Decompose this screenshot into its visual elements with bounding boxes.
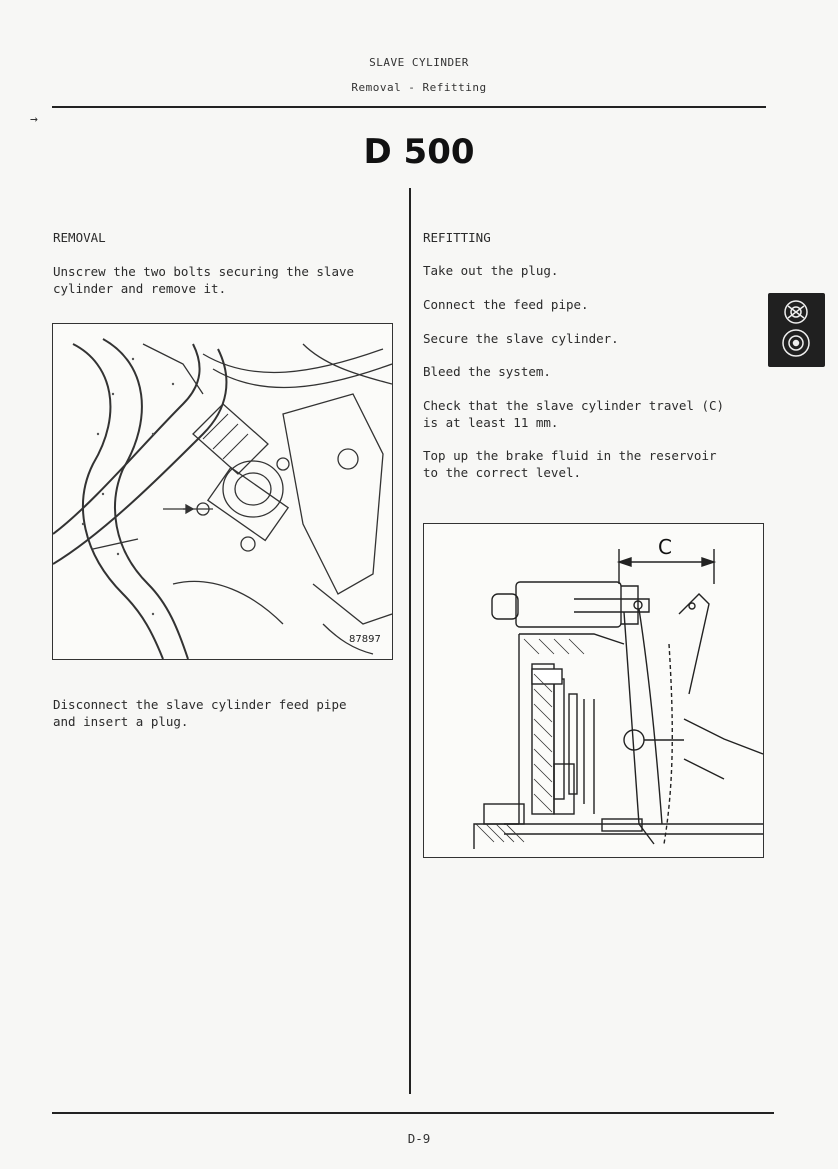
page-header-subtitle: Removal - Refitting xyxy=(351,81,487,94)
figure-reference-number: 87897 xyxy=(349,634,381,645)
header-rule xyxy=(52,106,766,108)
refitting-step-4: Bleed the system. xyxy=(423,364,551,379)
refitting-heading: REFITTING xyxy=(423,230,491,245)
section-code: D 500 xyxy=(363,132,475,172)
page-number: D-9 xyxy=(407,1131,431,1146)
slave-cylinder-travel-figure xyxy=(423,523,764,858)
section-thumb-tab xyxy=(768,293,825,367)
refitting-step-2: Connect the feed pipe. xyxy=(423,297,589,312)
refitting-step-3: Secure the slave cylinder. xyxy=(423,331,619,346)
footer-rule xyxy=(52,1112,774,1114)
column-divider xyxy=(409,188,411,1094)
cross-section-illustration xyxy=(424,524,763,857)
removal-heading: REMOVAL xyxy=(53,230,106,245)
margin-arrow-mark: → xyxy=(30,112,38,127)
removal-step-1: Unscrew the two bolts securing the slave cylinder and remove it. xyxy=(53,264,355,296)
refitting-step-1: Take out the plug. xyxy=(423,263,559,278)
engine-bay-figure xyxy=(52,323,393,660)
refitting-step-6: Top up the brake fluid in the reservoir to the correct level. xyxy=(423,448,717,480)
engine-bay-illustration xyxy=(53,324,392,659)
page-header-title: SLAVE CYLINDER xyxy=(369,56,469,69)
removal-step-2: Disconnect the slave cylinder feed pipe and insert a plug. xyxy=(53,697,347,729)
refitting-step-5: Check that the slave cylinder travel (C) is at least 11 mm. xyxy=(423,398,725,430)
dimension-label-c: C xyxy=(658,535,672,559)
clutch-disc-icon xyxy=(768,293,825,367)
